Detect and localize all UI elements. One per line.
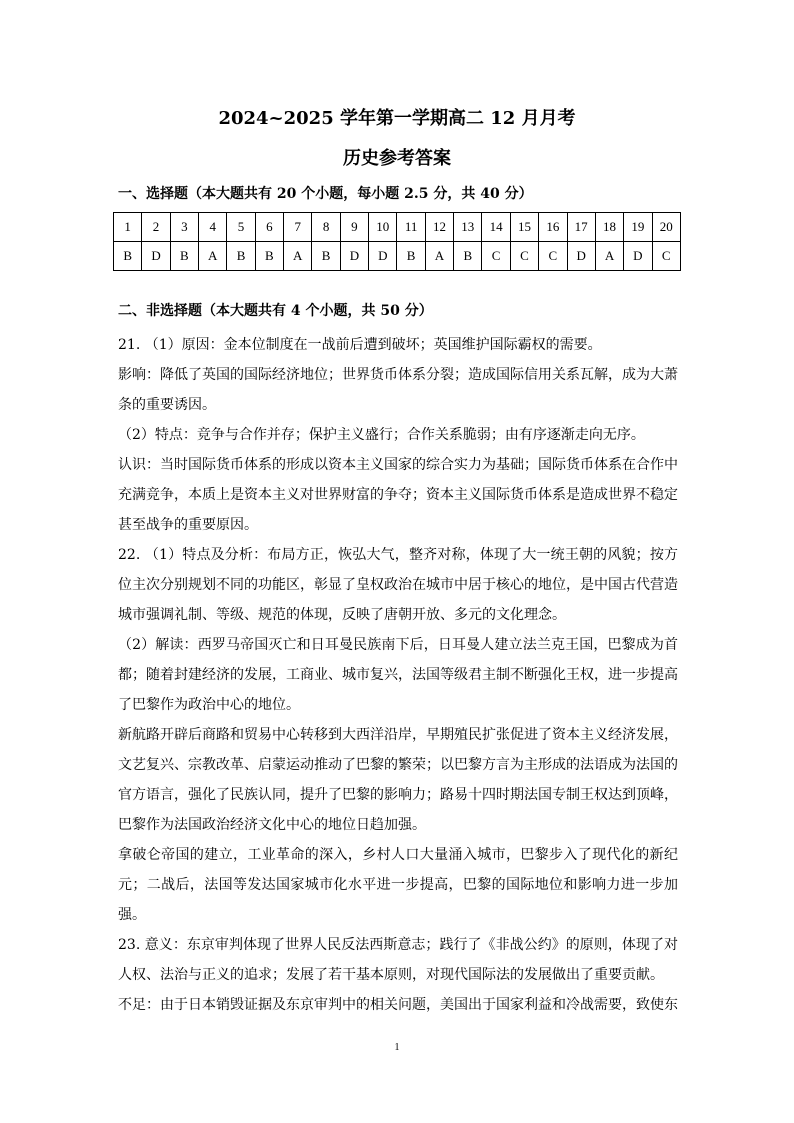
answer-cell: D <box>567 242 595 271</box>
question-number-cell: 6 <box>255 213 283 242</box>
section-heading-choice: 一、选择题（本大题共有 20 个小题，每小题 2.5 分，共 40 分） <box>118 186 533 202</box>
answer-body <box>118 330 678 1020</box>
answer-cell: B <box>397 242 425 271</box>
q21-part2-features: （2）特点：竞争与合作并存；保护主义盛行；合作关系脆弱；由有序逐渐走向无序。 <box>118 427 645 443</box>
answer-cell: B <box>170 242 198 271</box>
question-number-cell: 4 <box>199 213 227 242</box>
answer-cell: B <box>312 242 340 271</box>
question-number-cell: 13 <box>454 213 482 242</box>
answer-cell: B <box>114 242 142 271</box>
q23-significance: 23. 意义：东京审判体现了世界人民反法西斯意志；践行了《非战公约》的原则，体现了对人权、法治与正义的追求；发展了若干基本原则，对现代国际法的发展做出了重要贡献。 <box>118 937 678 983</box>
answer-cell: C <box>510 242 538 271</box>
question-number-cell: 1 <box>114 213 142 242</box>
question-number-cell: 7 <box>284 213 312 242</box>
answer-cell: D <box>624 242 652 271</box>
question-number-cell: 8 <box>312 213 340 242</box>
q22-part2-interpretation: （2）解读：西罗马帝国灭亡和日耳曼民族南下后，日耳曼人建立法兰克王国，巴黎成为首都；随着封建经济的发展，工商业、城市复兴，法国等级君主制不断强化王权，进一步提高了巴黎作为政治中心的地位。 <box>118 637 678 713</box>
answer-cell: D <box>340 242 368 271</box>
section-heading-essay: 二、非选择题（本大题共有 4 个小题，共 50 分） <box>118 303 433 319</box>
answer-cell: C <box>652 242 680 271</box>
question-number-row <box>114 213 681 242</box>
answer-cell: B <box>255 242 283 271</box>
question-number-cell: 16 <box>539 213 567 242</box>
question-number-cell: 12 <box>425 213 453 242</box>
answer-cell: A <box>425 242 453 271</box>
question-number-cell: 17 <box>567 213 595 242</box>
answer-cell: D <box>369 242 397 271</box>
q22-part1: 22. （1）特点及分析：布局方正，恢弘大气，整齐对称，体现了大一统王朝的风貌；按方位主次分别规划不同的功能区，彰显了皇权政治在城市中居于核心的地位，是中国古代营造城市强调礼制、等级、规范的体现，反映了唐朝开放、多元的文化理念。 <box>118 547 678 623</box>
answer-cell: B <box>227 242 255 271</box>
question-number-cell: 3 <box>170 213 198 242</box>
question-number-cell: 2 <box>142 213 170 242</box>
question-number-cell: 19 <box>624 213 652 242</box>
answer-cell: C <box>539 242 567 271</box>
answer-cell: D <box>142 242 170 271</box>
answer-cell: A <box>595 242 623 271</box>
document-subtitle: 历史参考答案 <box>343 148 451 169</box>
q22-part2-new-routes: 新航路开辟后商路和贸易中心转移到大西洋沿岸，早期殖民扩张促进了资本主义经济发展，文艺复兴、宗教改革、启蒙运动推动了巴黎的繁荣；以巴黎方言为主形成的法语成为法国的官方语言，强化了民族认同，提升了巴黎的影响力；路易十四时期法国专制王权达到顶峰，巴黎作为法国政治经济文化中心的地位日趋加强。 <box>118 727 678 833</box>
answer-cell: C <box>482 242 510 271</box>
answer-cell: A <box>284 242 312 271</box>
document-title: 2024~2025 学年第一学期高二 12 月月考 <box>218 108 576 129</box>
q21-part1-reason: 21. （1）原因：金本位制度在一战前后遭到破坏；英国维护国际霸权的需要。 <box>118 337 602 353</box>
answer-row <box>114 242 681 271</box>
question-number-cell: 9 <box>340 213 368 242</box>
page-number: 1 <box>394 1042 400 1053</box>
question-number-cell: 18 <box>595 213 623 242</box>
q23-shortcomings: 不足：由于日本销毁证据及东京审判中的相关问题，美国出于国家利益和冷战需要，致使东 <box>118 997 678 1013</box>
question-number-cell: 5 <box>227 213 255 242</box>
q22-part2-modern: 拿破仑帝国的建立，工业革命的深入，乡村人口大量涌入城市，巴黎步入了现代化的新纪元；二战后，法国等发达国家城市化水平进一步提高，巴黎的国际地位和影响力进一步加强。 <box>118 847 678 923</box>
q21-part1-impact: 影响：降低了英国的国际经济地位；世界货币体系分裂；造成国际信用关系瓦解，成为大萧条的重要诱因。 <box>118 367 678 413</box>
answer-cell: A <box>199 242 227 271</box>
question-number-cell: 10 <box>369 213 397 242</box>
answer-cell: B <box>454 242 482 271</box>
question-number-cell: 20 <box>652 213 680 242</box>
q21-part2-understanding: 认识：当时国际货币体系的形成以资本主义国家的综合实力为基础；国际货币体系在合作中充满竞争，本质上是资本主义对世界财富的争夺；资本主义国际货币体系是造成世界不稳定甚至战争的重要原因。 <box>118 457 678 533</box>
answer-table <box>113 212 681 271</box>
question-number-cell: 15 <box>510 213 538 242</box>
question-number-cell: 14 <box>482 213 510 242</box>
question-number-cell: 11 <box>397 213 425 242</box>
